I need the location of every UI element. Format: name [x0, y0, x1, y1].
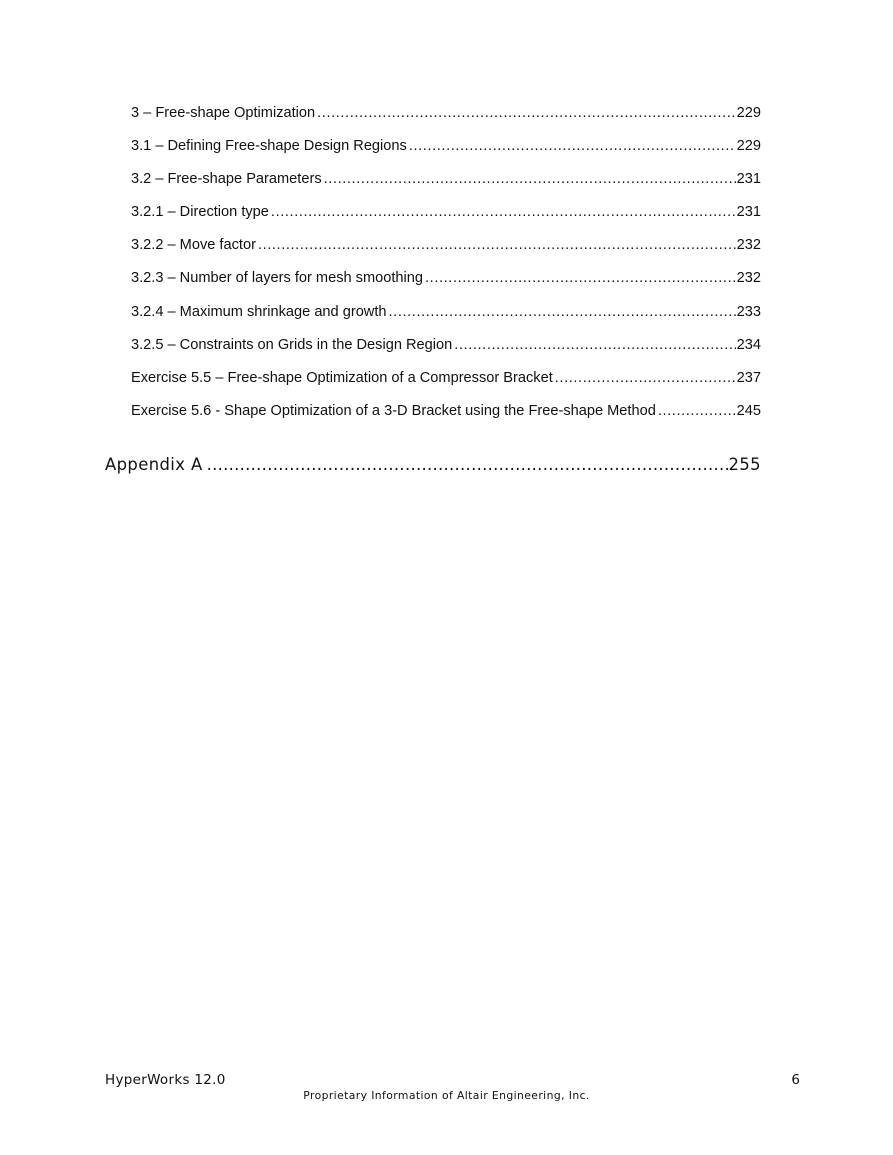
toc-entry-page: 237 — [736, 369, 761, 386]
toc-entry[interactable] — [131, 104, 761, 137]
toc-entry-page: 231 — [736, 171, 761, 188]
table-of-contents — [131, 104, 761, 435]
appendix-title: Appendix A — [105, 455, 203, 474]
toc-entry-title: 3.2.1 – Direction type — [131, 204, 269, 221]
toc-entry-title: 3.2.3 – Number of layers for mesh smoothing — [131, 270, 424, 287]
toc-entry-page: 229 — [736, 138, 761, 155]
toc-entry-title: Exercise 5.5 – Free-shape Optimization of a Compressor Bracket — [131, 369, 553, 386]
appendix-page: 255 — [728, 455, 761, 474]
toc-entry-title: 3.1 – Defining Free-shape Design Regions — [131, 138, 407, 155]
dot-leader — [454, 336, 735, 354]
toc-entry-page: 234 — [736, 336, 761, 353]
dot-leader — [555, 369, 736, 387]
toc-entry[interactable] — [131, 369, 761, 402]
toc-entry-title: 3.2.5 – Constraints on Grids in the Design Region — [131, 336, 453, 353]
dot-leader — [409, 137, 736, 155]
toc-entry[interactable] — [131, 402, 761, 435]
toc-entry-title: 3.2 – Free-shape Parameters — [131, 171, 322, 188]
toc-entry-page: 229 — [736, 105, 761, 121]
dot-leader — [207, 455, 729, 475]
dot-leader — [324, 170, 736, 188]
dot-leader — [271, 203, 736, 221]
dot-leader — [258, 236, 736, 254]
toc-entry-page: 232 — [736, 270, 761, 287]
toc-entry[interactable] — [131, 170, 761, 203]
toc-entry-page: 233 — [736, 303, 761, 320]
toc-entry[interactable] — [131, 336, 761, 369]
dot-leader — [658, 402, 736, 420]
dot-leader — [425, 269, 736, 287]
toc-entry[interactable] — [131, 203, 761, 236]
toc-entry-title: 3.2.4 – Maximum shrinkage and growth — [131, 303, 387, 320]
toc-entry[interactable] — [131, 269, 761, 302]
footer-page-number: 6 — [791, 1072, 800, 1088]
dot-leader — [317, 104, 736, 122]
toc-entry[interactable] — [131, 303, 761, 336]
toc-entry-title: 3.2.2 – Move factor — [131, 237, 256, 254]
toc-appendix-entry[interactable] — [105, 455, 761, 475]
toc-entry-title: Exercise 5.6 - Shape Optimization of a 3-D Bracket using the Free-shape Method — [131, 402, 656, 419]
toc-entry-page: 232 — [736, 237, 761, 254]
footer-product: HyperWorks 12.0 — [105, 1072, 226, 1088]
toc-entry-title: 3 – Free-shape Optimization — [131, 105, 316, 121]
toc-entry[interactable] — [131, 236, 761, 269]
toc-entry-page: 231 — [736, 204, 761, 221]
toc-entry-page: 245 — [736, 402, 761, 419]
dot-leader — [389, 303, 736, 321]
toc-entry[interactable] — [131, 137, 761, 170]
footer-notice: Proprietary Information of Altair Engineering, Inc. — [303, 1089, 590, 1102]
